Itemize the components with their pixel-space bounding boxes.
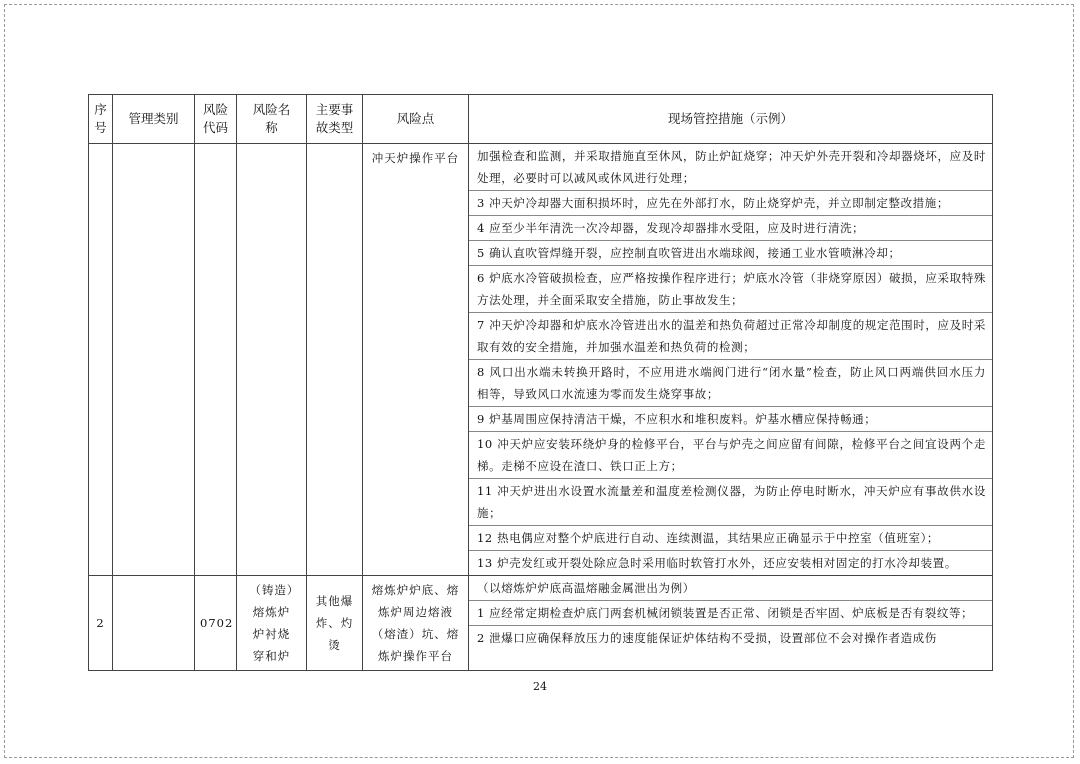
table-header-row	[89, 95, 993, 144]
row2-accident-type: 其他爆炸、灼烫	[307, 576, 363, 671]
risk-control-table	[88, 94, 993, 671]
row1-risk-code	[195, 144, 237, 576]
measure-item: 13 炉壳发红或开裂处除应急时采用临时软管打水外，还应安装相对固定的打水冷却装置。	[477, 556, 957, 570]
row2-risk-point: 熔炼炉炉底、熔炼炉周边熔液（熔渣）坑、熔炼炉操作平台	[363, 576, 469, 671]
measure-item: 11 冲天炉进出水设置水流量差和温度差检测仪器，为防止停电时断水，冲天炉应有事故供水设施；	[469, 479, 992, 526]
page-number: 24	[533, 680, 547, 693]
row2-risk-code: 0702	[195, 576, 237, 671]
header-risk-name: 风险名 称	[237, 95, 307, 144]
header-mgmt-category: 管理类别	[113, 95, 195, 144]
row2-mgmt-category	[113, 576, 195, 671]
measure-item: 2 泄爆口应确保释放压力的速度能保证炉体结构不受损，设置部位不会对操作者造成伤	[477, 631, 937, 645]
row1-seq	[89, 144, 113, 576]
row2-risk-name: （铸造）熔炼炉炉衬烧穿和炉	[237, 576, 307, 671]
row1-risk-point: 冲天炉操作平台	[363, 144, 469, 576]
measure-item: 8 风口出水端未转换开路时，不应用进水端阀门进行“闭水量”检查，防止风口两端供回水压力相等，导致风口水流速为零而发生烧穿事故；	[469, 360, 992, 407]
measure-item: 7 冲天炉冷却器和炉底水冷管进出水的温差和热负荷超过正常冷却制度的规定范围时，应及时采取有效的安全措施，并加强水温差和热负荷的检测；	[469, 313, 992, 360]
measure-item: 3 冲天炉冷却器大面积损坏时，应先在外部打水，防止烧穿炉壳，并立即制定整改措施；	[469, 191, 992, 216]
table-row	[89, 576, 993, 671]
row1-accident-type	[307, 144, 363, 576]
measure-item: 10 冲天炉应安装环绕炉身的检修平台，平台与炉壳之间应留有间隙，检修平台之间宜设两个走梯。走梯不应设在渣口、铁口正上方；	[469, 432, 992, 479]
measure-item: 4 应至少半年清洗一次冷却器，发现冷却器排水受阻，应及时进行清洗；	[469, 216, 992, 241]
row2-measures	[469, 576, 993, 671]
row2-seq: 2	[89, 576, 113, 671]
header-seq: 序 号	[89, 95, 113, 144]
measure-item: 12 热电偶应对整个炉底进行自动、连续测温，其结果应正确显示于中控室（值班室）；	[469, 526, 992, 551]
row1-mgmt-category	[113, 144, 195, 576]
measure-item: 9 炉基周围应保持清洁干燥，不应积水和堆积废料。炉基水槽应保持畅通；	[469, 407, 992, 432]
header-accident-type: 主要事 故类型	[307, 95, 363, 144]
header-risk-point: 风险点	[363, 95, 469, 144]
table-row	[89, 144, 993, 576]
measure-item: 6 炉底水冷管破损检查，应严格按操作程序进行；炉底水冷管（非烧穿原因）破损，应采取特殊方法处理，并全面采取安全措施，防止事故发生；	[469, 266, 992, 313]
header-measures: 现场管控措施（示例）	[469, 95, 993, 144]
row1-risk-name	[237, 144, 307, 576]
measure-item: （以熔炼炉炉底高温熔融金属泄出为例）	[469, 576, 992, 601]
row1-measures	[469, 144, 993, 576]
measure-item: 1 应经常定期检查炉底门两套机械闭锁装置是否正常、闭锁是否牢固、炉底板是否有裂纹等；	[469, 601, 992, 626]
measure-item: 加强检查和监测，并采取措施直至休风，防止炉缸烧穿；冲天炉外壳开裂和冷却器烧坏，应及时处理，必要时可以减风或休风进行处理；	[469, 144, 992, 191]
measure-item: 5 确认直吹管焊缝开裂，应控制直吹管进出水端球阀，接通工业水管喷淋冷却；	[469, 241, 992, 266]
header-risk-code: 风险 代码	[195, 95, 237, 144]
